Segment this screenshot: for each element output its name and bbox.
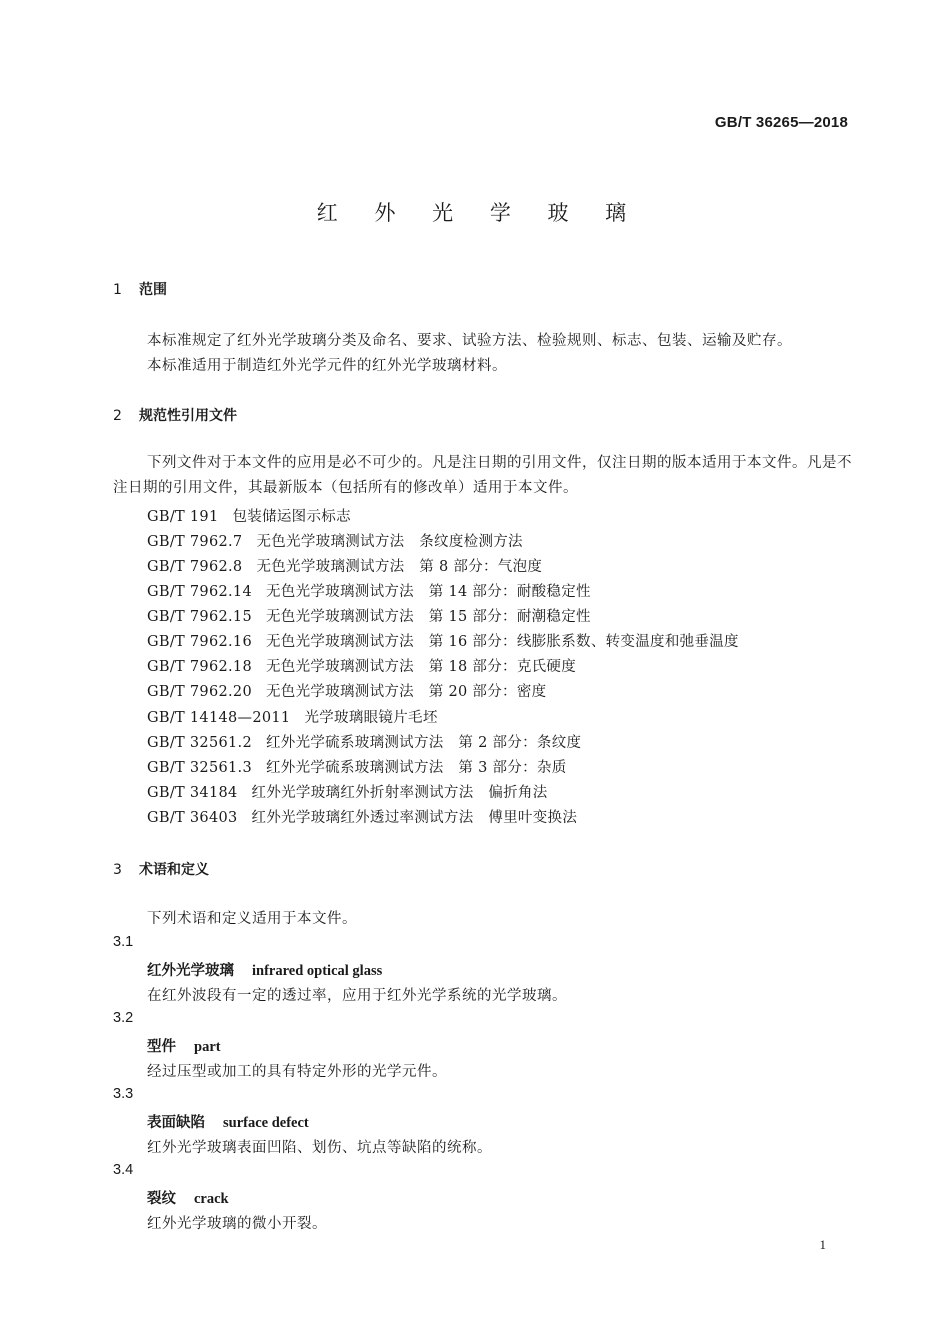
section-number: 3 bbox=[113, 862, 122, 878]
term-heading bbox=[147, 1187, 229, 1208]
term-zh: 表面缺陷 bbox=[147, 1115, 205, 1131]
standard-number: GB/T 36265—2018 bbox=[714, 114, 848, 131]
reference-item bbox=[147, 505, 351, 526]
reference-item bbox=[147, 806, 577, 827]
reference-title: 无色光学玻璃测试方法 条纹度检测方法 bbox=[256, 534, 523, 550]
section-number: 1 bbox=[113, 282, 122, 298]
term-zh: 型件 bbox=[147, 1039, 176, 1055]
section-title: 术语和定义 bbox=[139, 862, 209, 878]
reference-item bbox=[147, 580, 591, 601]
term-en: infrared optical glass bbox=[252, 963, 383, 979]
reference-item bbox=[147, 731, 581, 752]
section-heading-normative-references bbox=[113, 405, 237, 425]
term-definition: 在红外波段有一定的透过率，应用于红外光学系统的光学玻璃。 bbox=[147, 988, 567, 1004]
term-clause-number: 3.4 bbox=[113, 1162, 134, 1178]
reference-code: GB/T 32561.3 bbox=[147, 760, 252, 776]
reference-code: GB/T 7962.15 bbox=[147, 609, 252, 625]
term-en: part bbox=[194, 1039, 221, 1055]
reference-title: 红外光学玻璃红外透过率测试方法 傅里叶变换法 bbox=[251, 810, 578, 826]
term-clause-number: 3.1 bbox=[113, 934, 134, 950]
terms-intro-paragraph: 下列术语和定义适用于本文件。 bbox=[147, 911, 357, 927]
term-zh: 裂纹 bbox=[147, 1191, 176, 1207]
reference-title: 红外光学硫系玻璃测试方法 第 2 部分：条纹度 bbox=[265, 735, 582, 751]
scope-paragraph-1: 本标准规定了红外光学玻璃分类及命名、要求、试验方法、检验规则、标志、包装、运输及贮存。 bbox=[147, 333, 792, 349]
reference-title: 光学玻璃眼镜片毛坯 bbox=[304, 710, 438, 726]
reference-title: 包装储运图示标志 bbox=[232, 509, 351, 525]
term-zh: 红外光学玻璃 bbox=[147, 963, 234, 979]
section-number: 2 bbox=[113, 408, 122, 424]
reference-code: GB/T 36403 bbox=[147, 810, 238, 826]
reference-item bbox=[147, 530, 523, 551]
reference-code: GB/T 14148—2011 bbox=[147, 710, 291, 726]
reference-title: 红外光学玻璃红外折射率测试方法 偏折角法 bbox=[251, 785, 548, 801]
term-clause-number: 3.2 bbox=[113, 1010, 134, 1026]
reference-item bbox=[147, 756, 567, 777]
document-title: 红 外 光 学 玻 璃 bbox=[316, 201, 642, 225]
reference-title: 无色光学玻璃测试方法 第 16 部分：线膨胀系数、转变温度和弛垂温度 bbox=[265, 634, 739, 650]
reference-code: GB/T 7962.14 bbox=[147, 584, 252, 600]
section-heading-terms-definitions bbox=[113, 859, 209, 879]
reference-title: 无色光学玻璃测试方法 第 8 部分：气泡度 bbox=[256, 559, 543, 575]
term-clause-number: 3.3 bbox=[113, 1086, 134, 1102]
reference-code: GB/T 32561.2 bbox=[147, 735, 252, 751]
term-heading bbox=[147, 959, 382, 980]
term-definition: 红外光学玻璃表面凹陷、划伤、坑点等缺陷的统称。 bbox=[147, 1140, 492, 1156]
reference-item bbox=[147, 630, 739, 651]
reference-code: GB/T 7962.8 bbox=[147, 559, 243, 575]
reference-item bbox=[147, 781, 548, 802]
reference-code: GB/T 7962.16 bbox=[147, 634, 252, 650]
term-definition: 经过压型或加工的具有特定外形的光学元件。 bbox=[147, 1064, 447, 1080]
reference-title: 无色光学玻璃测试方法 第 20 部分：密度 bbox=[265, 684, 547, 700]
reference-title: 红外光学硫系玻璃测试方法 第 3 部分：杂质 bbox=[265, 760, 567, 776]
reference-code: GB/T 191 bbox=[147, 509, 219, 525]
term-en: surface defect bbox=[223, 1115, 309, 1131]
reference-title: 无色光学玻璃测试方法 第 14 部分：耐酸稳定性 bbox=[265, 584, 591, 600]
reference-item bbox=[147, 655, 576, 676]
normative-intro-paragraph: 下列文件对于本文件的应用是必不可少的。凡是注日期的引用文件，仅注日期的版本适用于本文件。凡是不注日期的引用文件，其最新版本（包括所有的修改单）适用于本文件。 bbox=[113, 455, 852, 496]
reference-title: 无色光学玻璃测试方法 第 18 部分：克氏硬度 bbox=[265, 659, 577, 675]
page-number: 1 bbox=[819, 1237, 826, 1252]
reference-item bbox=[147, 680, 546, 701]
reference-item bbox=[147, 555, 542, 576]
reference-code: GB/T 7962.18 bbox=[147, 659, 252, 675]
reference-code: GB/T 7962.20 bbox=[147, 684, 252, 700]
scope-paragraph-2: 本标准适用于制造红外光学元件的红外光学玻璃材料。 bbox=[147, 358, 507, 374]
reference-title: 无色光学玻璃测试方法 第 15 部分：耐潮稳定性 bbox=[265, 609, 591, 625]
section-heading-scope bbox=[113, 279, 167, 299]
reference-item bbox=[147, 706, 438, 727]
reference-code: GB/T 7962.7 bbox=[147, 534, 243, 550]
term-definition: 红外光学玻璃的微小开裂。 bbox=[147, 1216, 327, 1232]
section-title: 规范性引用文件 bbox=[139, 408, 237, 424]
term-heading bbox=[147, 1111, 309, 1132]
term-en: crack bbox=[194, 1191, 229, 1207]
term-heading bbox=[147, 1035, 221, 1056]
reference-item bbox=[147, 605, 591, 626]
section-title: 范围 bbox=[139, 282, 167, 298]
reference-code: GB/T 34184 bbox=[147, 785, 238, 801]
